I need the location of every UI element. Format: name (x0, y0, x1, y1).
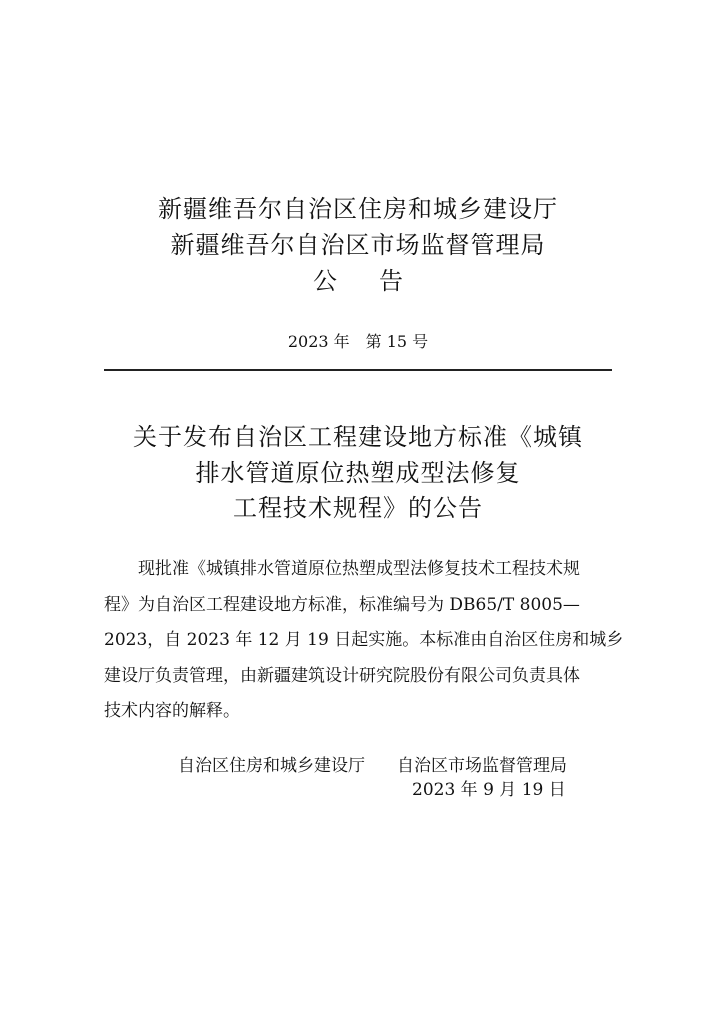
signature-date: 2023 年 9 月 19 日 (412, 780, 566, 800)
issuer-housing-department: 新疆维吾尔自治区住房和城乡建设厅 (158, 195, 558, 223)
header-divider (104, 369, 612, 371)
body-line: 程》为自治区工程建设地方标准，标准编号为 DB65/T 8005— (104, 594, 580, 615)
body-line: 技术内容的解释。 (104, 701, 240, 721)
announcement-body (104, 552, 624, 730)
announcement-title-line-1: 关于发布自治区工程建设地方标准《城镇 (133, 423, 583, 451)
announcement-title-line-2: 排水管道原位热塑成型法修复 (195, 459, 521, 487)
body-line: 2023，自 2023 年 12 月 19 日起实施。本标准由自治区住房和城乡 (104, 630, 624, 650)
document-type: 公告 (313, 267, 445, 295)
signature-org-housing: 自治区住房和城乡建设厅 (178, 756, 365, 776)
issuer-market-regulation-bureau: 新疆维吾尔自治区市场监督管理局 (170, 231, 546, 259)
document-number: 2023 年 第 15 号 (287, 332, 429, 351)
body-line: 现批准《城镇排水管道原位热塑成型法修复技术工程技术规 (104, 559, 580, 579)
signature-org-market-regulation: 自治区市场监督管理局 (397, 756, 567, 776)
body-line: 建设厅负责管理，由新疆建筑设计研究院股份有限公司负责具体 (104, 665, 580, 686)
announcement-title-line-3: 工程技术规程》的公告 (233, 494, 483, 522)
